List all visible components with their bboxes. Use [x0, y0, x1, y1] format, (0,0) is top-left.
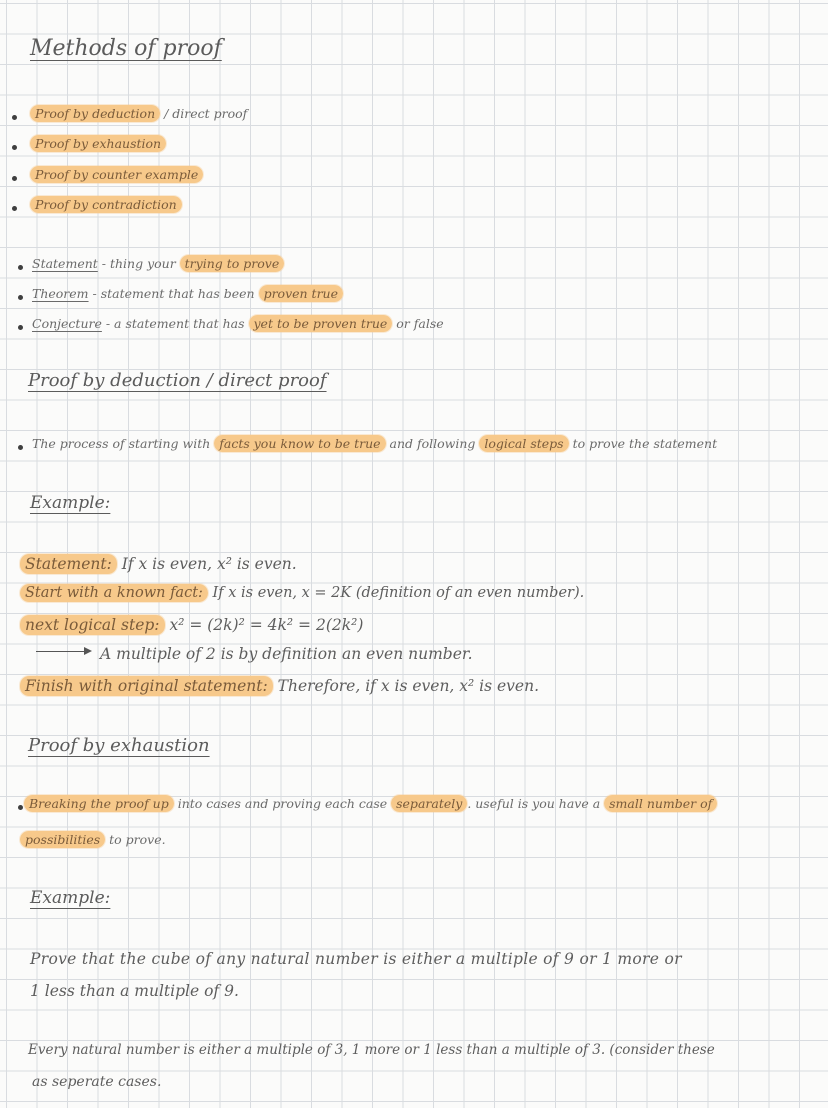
list-item: Proof by counter example [30, 167, 203, 182]
bullet-dot [18, 295, 23, 300]
list-item: Proof by contradiction [30, 197, 182, 212]
example-label: Example: [30, 888, 111, 908]
prove-text-line: Prove that the cube of any natural number is either a multiple of 9 or 1 more or [30, 950, 682, 968]
prove-text-line: 1 less than a multiple of 9. [30, 982, 239, 1000]
deduction-description: The process of starting with facts you know to be true and following logical steps to prove the statement [32, 436, 718, 451]
bullet-dot [18, 265, 23, 270]
example-step: Statement: If x is even, x² is even. [20, 555, 297, 573]
list-item: Proof by exhaustion [30, 136, 166, 151]
arrow-line [36, 651, 84, 652]
bullet-dot [12, 145, 17, 150]
example-step: next logical step: x² = (2k)² = 4k² = 2(2k²) [20, 616, 363, 634]
cases-text-line: Every natural number is either a multiple of 3, 1 more or 1 less than a multiple of 3. (consider these [28, 1042, 715, 1058]
example-step: A multiple of 2 is by definition an even number. [100, 645, 473, 663]
example-step: Finish with original statement: Therefore, if x is even, x² is even. [20, 677, 539, 695]
bullet-dot [12, 176, 17, 181]
definition-item: Statement - thing your trying to prove [32, 256, 284, 271]
section-heading-deduction: Proof by deduction / direct proof [28, 370, 327, 391]
definition-item: Theorem - statement that has been proven true [32, 286, 343, 301]
bullet-dot [12, 206, 17, 211]
bullet-dot [18, 805, 23, 810]
bullet-dot [18, 445, 23, 450]
example-step: Start with a known fact: If x is even, x = 2K (definition of an even number). [20, 585, 584, 601]
page-title: Methods of proof [30, 36, 222, 61]
definition-item: Conjecture - a statement that has yet to be proven true or false [32, 316, 444, 331]
exhaustion-description-cont: possibilities to prove. [20, 832, 166, 847]
bullet-dot [18, 325, 23, 330]
exhaustion-description: Breaking the proof up into cases and proving each case separately . useful is you have a small number of [24, 796, 717, 811]
bullet-dot [12, 115, 17, 120]
list-item: Proof by deduction / direct proof [30, 106, 247, 121]
section-heading-exhaustion: Proof by exhaustion [28, 735, 210, 756]
cases-text-line: as seperate cases. [32, 1074, 162, 1090]
arrow-right-icon [84, 647, 92, 655]
example-label: Example: [30, 493, 111, 513]
